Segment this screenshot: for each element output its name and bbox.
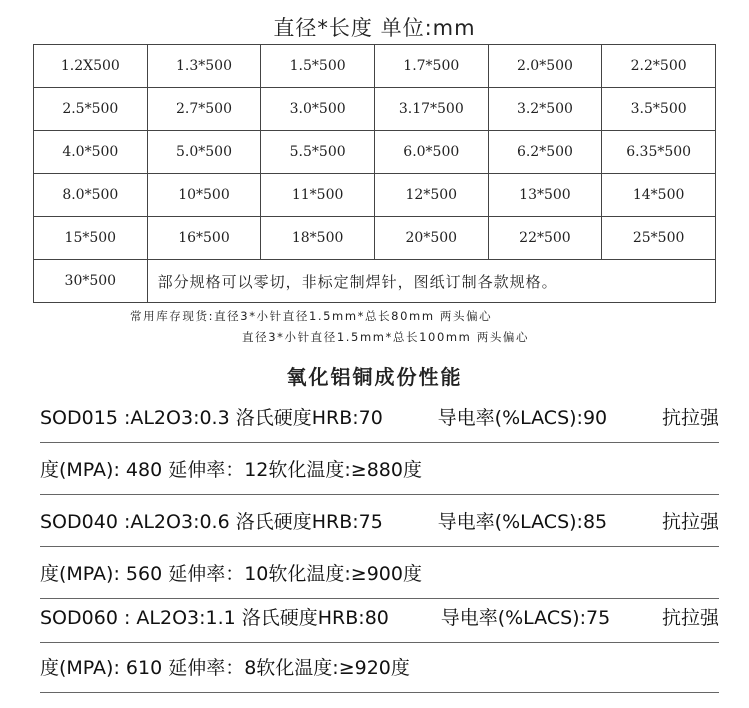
table-cell: 3.0*500 xyxy=(261,88,375,131)
table-cell: 5.0*500 xyxy=(147,131,261,174)
grade-line xyxy=(40,640,719,693)
grade-conductivity: 导电率(%LACS):85 xyxy=(437,510,608,533)
table-cell: 10*500 xyxy=(147,174,261,217)
table-cell: 1.5*500 xyxy=(261,45,375,88)
table-cell: 12*500 xyxy=(374,174,488,217)
table-row xyxy=(34,45,716,88)
table-note: 部分规格可以零切，非标定制焊针，图纸订制各款规格。 xyxy=(147,260,715,303)
table-cell: 15*500 xyxy=(34,217,148,260)
grade-conductivity: 导电率(%LACS):75 xyxy=(440,606,611,629)
grade-detail: 度(MPA): 480 延伸率：12软化温度:≥880度 xyxy=(40,458,422,481)
table-cell: 2.7*500 xyxy=(147,88,261,131)
table-cell: 16*500 xyxy=(147,217,261,260)
grade-line xyxy=(40,494,719,547)
grade-detail: 度(MPA): 610 延伸率：8软化温度:≥920度 xyxy=(40,656,410,679)
table-cell: 6.2*500 xyxy=(488,131,602,174)
table-row xyxy=(34,260,716,303)
grade-tensile-label: 抗拉强 xyxy=(661,406,719,429)
grade-detail: 度(MPA): 560 延伸率：10软化温度:≥900度 xyxy=(40,562,422,585)
table-cell: 1.3*500 xyxy=(147,45,261,88)
table-cell: 22*500 xyxy=(488,217,602,260)
table-row xyxy=(34,174,716,217)
table-cell: 14*500 xyxy=(602,174,716,217)
grade-line xyxy=(40,390,719,443)
page-title: 直径*长度 单位:mm xyxy=(273,16,476,40)
stock-note: 常用库存现货:直径3*小针直径1.5mm*总长80mm 两头偏心 xyxy=(130,309,493,323)
table-row xyxy=(34,131,716,174)
table-cell: 20*500 xyxy=(374,217,488,260)
grade-tensile-label: 抗拉强 xyxy=(661,606,719,629)
grade-line xyxy=(40,442,719,495)
table-cell: 6.35*500 xyxy=(602,131,716,174)
table-row xyxy=(34,217,716,260)
table-cell: 2.2*500 xyxy=(602,45,716,88)
table-cell: 1.2X500 xyxy=(34,45,148,88)
table-row xyxy=(34,88,716,131)
section-title: 氧化铝铜成份性能 xyxy=(286,365,463,389)
table-cell: 1.7*500 xyxy=(374,45,488,88)
table-cell: 2.0*500 xyxy=(488,45,602,88)
table-cell: 18*500 xyxy=(261,217,375,260)
table-cell: 11*500 xyxy=(261,174,375,217)
table-cell: 5.5*500 xyxy=(261,131,375,174)
table-cell: 8.0*500 xyxy=(34,174,148,217)
table-cell: 3.2*500 xyxy=(488,88,602,131)
grade-tensile-label: 抗拉强 xyxy=(661,510,719,533)
grade-line xyxy=(40,590,719,643)
table-cell: 2.5*500 xyxy=(34,88,148,131)
table-cell: 6.0*500 xyxy=(374,131,488,174)
sizes-table xyxy=(33,44,716,303)
stock-note: 直径3*小针直径1.5mm*总长100mm 两头偏心 xyxy=(242,330,530,344)
grade-code: SOD015 :AL2O3:0.3 洛氏硬度HRB:70 xyxy=(40,406,383,429)
table-cell: 13*500 xyxy=(488,174,602,217)
grade-code: SOD040 :AL2O3:0.6 洛氏硬度HRB:75 xyxy=(40,510,383,533)
table-cell: 30*500 xyxy=(34,260,148,303)
table-cell: 4.0*500 xyxy=(34,131,148,174)
table-cell: 3.17*500 xyxy=(374,88,488,131)
grade-conductivity: 导电率(%LACS):90 xyxy=(437,406,608,429)
table-cell: 25*500 xyxy=(602,217,716,260)
table-cell: 3.5*500 xyxy=(602,88,716,131)
grade-code: SOD060 : AL2O3:1.1 洛氏硬度HRB:80 xyxy=(40,606,389,629)
